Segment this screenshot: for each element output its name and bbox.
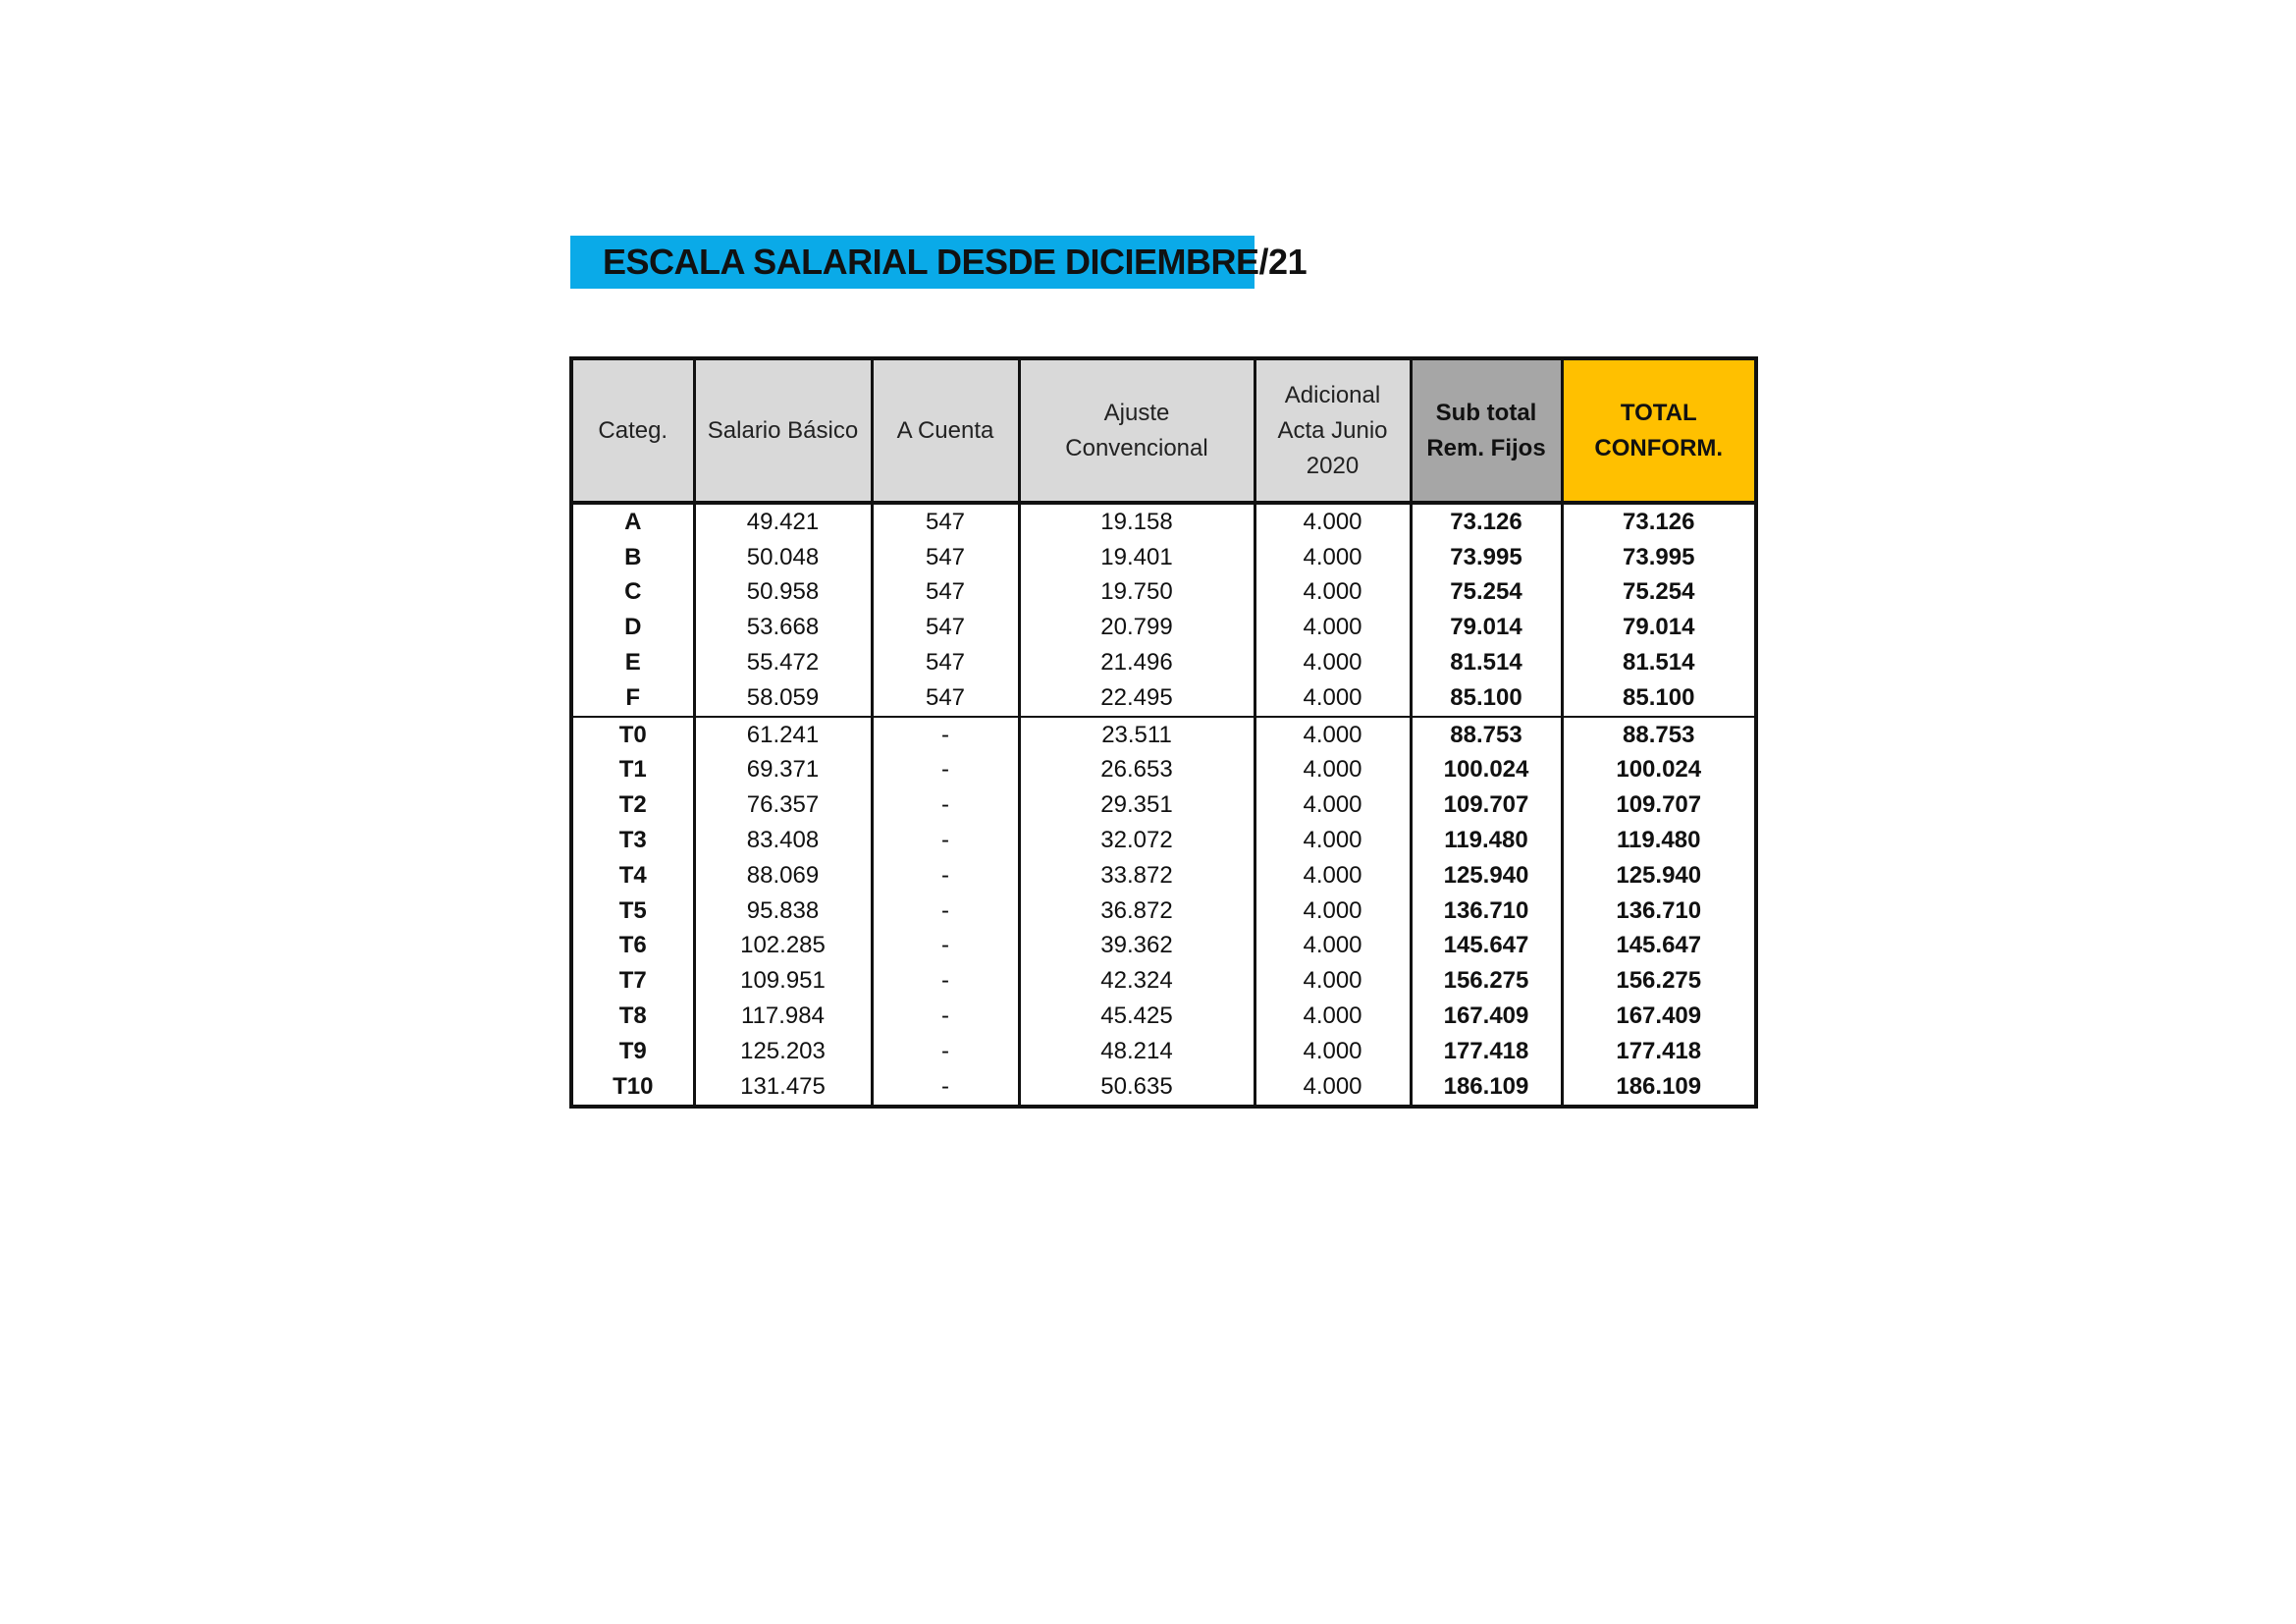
table-row <box>571 680 1756 717</box>
table-row <box>571 717 1756 753</box>
cuenta-cell: - <box>872 1034 1019 1069</box>
salario-cell: 95.838 <box>694 893 872 929</box>
table-row <box>571 963 1756 999</box>
adicional-cell: 4.000 <box>1255 540 1411 575</box>
adicional-cell: 4.000 <box>1255 929 1411 964</box>
adicional-cell: 4.000 <box>1255 963 1411 999</box>
adicional-cell: 4.000 <box>1255 787 1411 823</box>
table-row <box>571 503 1756 540</box>
salario-cell: 55.472 <box>694 645 872 680</box>
salary-scale-table <box>569 356 1758 1109</box>
adicional-cell: 4.000 <box>1255 610 1411 645</box>
subtotal-cell: 109.707 <box>1411 787 1562 823</box>
categ-cell: D <box>624 614 642 641</box>
ajuste-cell: 23.511 <box>1019 717 1255 753</box>
ajuste-cell: 48.214 <box>1019 1034 1255 1069</box>
categ-cell: T4 <box>618 861 647 889</box>
categ-cell: T6 <box>618 932 647 959</box>
adicional-cell: 4.000 <box>1255 575 1411 611</box>
total-cell: 73.995 <box>1562 540 1756 575</box>
salario-cell: 125.203 <box>694 1034 872 1069</box>
table-body <box>571 503 1756 1107</box>
subtotal-cell: 177.418 <box>1411 1034 1562 1069</box>
subtotal-cell: 119.480 <box>1411 823 1562 858</box>
cuenta-cell: 547 <box>872 540 1019 575</box>
categ-cell: C <box>624 578 642 606</box>
subtotal-cell: 75.254 <box>1411 575 1562 611</box>
cuenta-cell: - <box>872 858 1019 893</box>
cuenta-cell: - <box>872 717 1019 753</box>
categ-cell: T5 <box>618 896 647 924</box>
salario-cell: 49.421 <box>694 503 872 540</box>
ajuste-cell: 33.872 <box>1019 858 1255 893</box>
table-row <box>571 540 1756 575</box>
categ-cell: T10 <box>613 1072 654 1100</box>
total-cell: 167.409 <box>1562 999 1756 1034</box>
salario-cell: 53.668 <box>694 610 872 645</box>
categ-cell: T0 <box>618 721 647 748</box>
cuenta-cell: - <box>872 753 1019 788</box>
ajuste-cell: 32.072 <box>1019 823 1255 858</box>
subtotal-cell: 100.024 <box>1411 753 1562 788</box>
table-row <box>571 823 1756 858</box>
ajuste-cell: 21.496 <box>1019 645 1255 680</box>
salario-cell: 76.357 <box>694 787 872 823</box>
cuenta-cell: 547 <box>872 575 1019 611</box>
ajuste-cell: 20.799 <box>1019 610 1255 645</box>
total-cell: 79.014 <box>1562 610 1756 645</box>
salario-cell: 83.408 <box>694 823 872 858</box>
cuenta-cell: - <box>872 893 1019 929</box>
adicional-cell: 4.000 <box>1255 717 1411 753</box>
categ-cell: E <box>624 649 641 677</box>
header-categ: Categ. <box>571 358 694 503</box>
salario-cell: 131.475 <box>694 1069 872 1107</box>
salario-cell: 61.241 <box>694 717 872 753</box>
ajuste-cell: 42.324 <box>1019 963 1255 999</box>
subtotal-cell: 125.940 <box>1411 858 1562 893</box>
adicional-cell: 4.000 <box>1255 753 1411 788</box>
table-row <box>571 929 1756 964</box>
subtotal-cell: 73.126 <box>1411 503 1562 540</box>
subtotal-cell: 167.409 <box>1411 999 1562 1034</box>
adicional-cell: 4.000 <box>1255 503 1411 540</box>
adicional-cell: 4.000 <box>1255 823 1411 858</box>
header-adicional-acta: Adicional Acta Junio 2020 <box>1255 358 1411 503</box>
table-row <box>571 645 1756 680</box>
ajuste-cell: 36.872 <box>1019 893 1255 929</box>
header-subtotal: Sub total Rem. Fijos <box>1411 358 1562 503</box>
table-row <box>571 893 1756 929</box>
ajuste-cell: 22.495 <box>1019 680 1255 717</box>
cuenta-cell: 547 <box>872 610 1019 645</box>
cuenta-cell: - <box>872 999 1019 1034</box>
categ-cell: T7 <box>618 967 647 995</box>
cuenta-cell: 547 <box>872 680 1019 717</box>
salario-cell: 69.371 <box>694 753 872 788</box>
total-cell: 100.024 <box>1562 753 1756 788</box>
table-row <box>571 787 1756 823</box>
cuenta-cell: - <box>872 1069 1019 1107</box>
categ-cell: T2 <box>618 791 647 819</box>
subtotal-cell: 136.710 <box>1411 893 1562 929</box>
categ-cell: T9 <box>618 1037 647 1064</box>
adicional-cell: 4.000 <box>1255 893 1411 929</box>
total-cell: 109.707 <box>1562 787 1756 823</box>
adicional-cell: 4.000 <box>1255 1034 1411 1069</box>
adicional-cell: 4.000 <box>1255 645 1411 680</box>
total-cell: 186.109 <box>1562 1069 1756 1107</box>
salario-cell: 50.048 <box>694 540 872 575</box>
title-banner <box>570 236 1308 289</box>
categ-cell: F <box>571 680 694 717</box>
header-total-conform: TOTAL CONFORM. <box>1562 358 1756 503</box>
table-row <box>571 858 1756 893</box>
subtotal-cell: 145.647 <box>1411 929 1562 964</box>
categ-cell: A <box>624 508 642 535</box>
categ-cell: T3 <box>618 827 647 854</box>
cuenta-cell: - <box>872 823 1019 858</box>
total-cell: 145.647 <box>1562 929 1756 964</box>
ajuste-cell: 19.401 <box>1019 540 1255 575</box>
ajuste-cell: 29.351 <box>1019 787 1255 823</box>
table-row <box>571 999 1756 1034</box>
total-cell: 119.480 <box>1562 823 1756 858</box>
ajuste-cell: 50.635 <box>1019 1069 1255 1107</box>
total-cell: 85.100 <box>1562 680 1756 717</box>
cuenta-cell: - <box>872 929 1019 964</box>
header-row <box>571 358 1756 503</box>
table-row <box>571 610 1756 645</box>
total-cell: 75.254 <box>1562 575 1756 611</box>
salario-cell: 58.059 <box>694 680 872 717</box>
table-row <box>571 1034 1756 1069</box>
table-row <box>571 753 1756 788</box>
categ-cell: T8 <box>618 1002 647 1030</box>
salario-cell: 102.285 <box>694 929 872 964</box>
total-cell: 156.275 <box>1562 963 1756 999</box>
subtotal-cell: 81.514 <box>1411 645 1562 680</box>
total-cell: 136.710 <box>1562 893 1756 929</box>
table-row <box>571 575 1756 611</box>
salario-cell: 117.984 <box>694 999 872 1034</box>
subtotal-cell: 88.753 <box>1411 717 1562 753</box>
header-ajuste-convencional: Ajuste Convencional <box>1019 358 1255 503</box>
categ-cell: B <box>624 543 642 570</box>
page-title: ESCALA SALARIAL DESDE DICIEMBRE/21 <box>603 242 1308 282</box>
ajuste-cell: 45.425 <box>1019 999 1255 1034</box>
salario-cell: 109.951 <box>694 963 872 999</box>
ajuste-cell: 26.653 <box>1019 753 1255 788</box>
total-cell: 73.126 <box>1562 503 1756 540</box>
categ-cell: T1 <box>618 756 647 784</box>
salario-cell: 88.069 <box>694 858 872 893</box>
cuenta-cell: 547 <box>872 645 1019 680</box>
total-cell: 88.753 <box>1562 717 1756 753</box>
total-cell: 125.940 <box>1562 858 1756 893</box>
table-row <box>571 1069 1756 1107</box>
subtotal-cell: 79.014 <box>1411 610 1562 645</box>
adicional-cell: 4.000 <box>1255 858 1411 893</box>
ajuste-cell: 19.158 <box>1019 503 1255 540</box>
salario-cell: 50.958 <box>694 575 872 611</box>
cuenta-cell: 547 <box>872 503 1019 540</box>
subtotal-cell: 73.995 <box>1411 540 1562 575</box>
subtotal-cell: 156.275 <box>1411 963 1562 999</box>
adicional-cell: 4.000 <box>1255 999 1411 1034</box>
cuenta-cell: - <box>872 787 1019 823</box>
cuenta-cell: - <box>872 963 1019 999</box>
subtotal-cell: 186.109 <box>1411 1069 1562 1107</box>
header-a-cuenta: A Cuenta <box>872 358 1019 503</box>
total-cell: 177.418 <box>1562 1034 1756 1069</box>
total-cell: 81.514 <box>1562 645 1756 680</box>
adicional-cell: 4.000 <box>1255 1069 1411 1107</box>
ajuste-cell: 19.750 <box>1019 575 1255 611</box>
header-salario-basico: Salario Básico <box>694 358 872 503</box>
ajuste-cell: 39.362 <box>1019 929 1255 964</box>
adicional-cell: 4.000 <box>1255 680 1411 717</box>
subtotal-cell: 85.100 <box>1411 680 1562 717</box>
